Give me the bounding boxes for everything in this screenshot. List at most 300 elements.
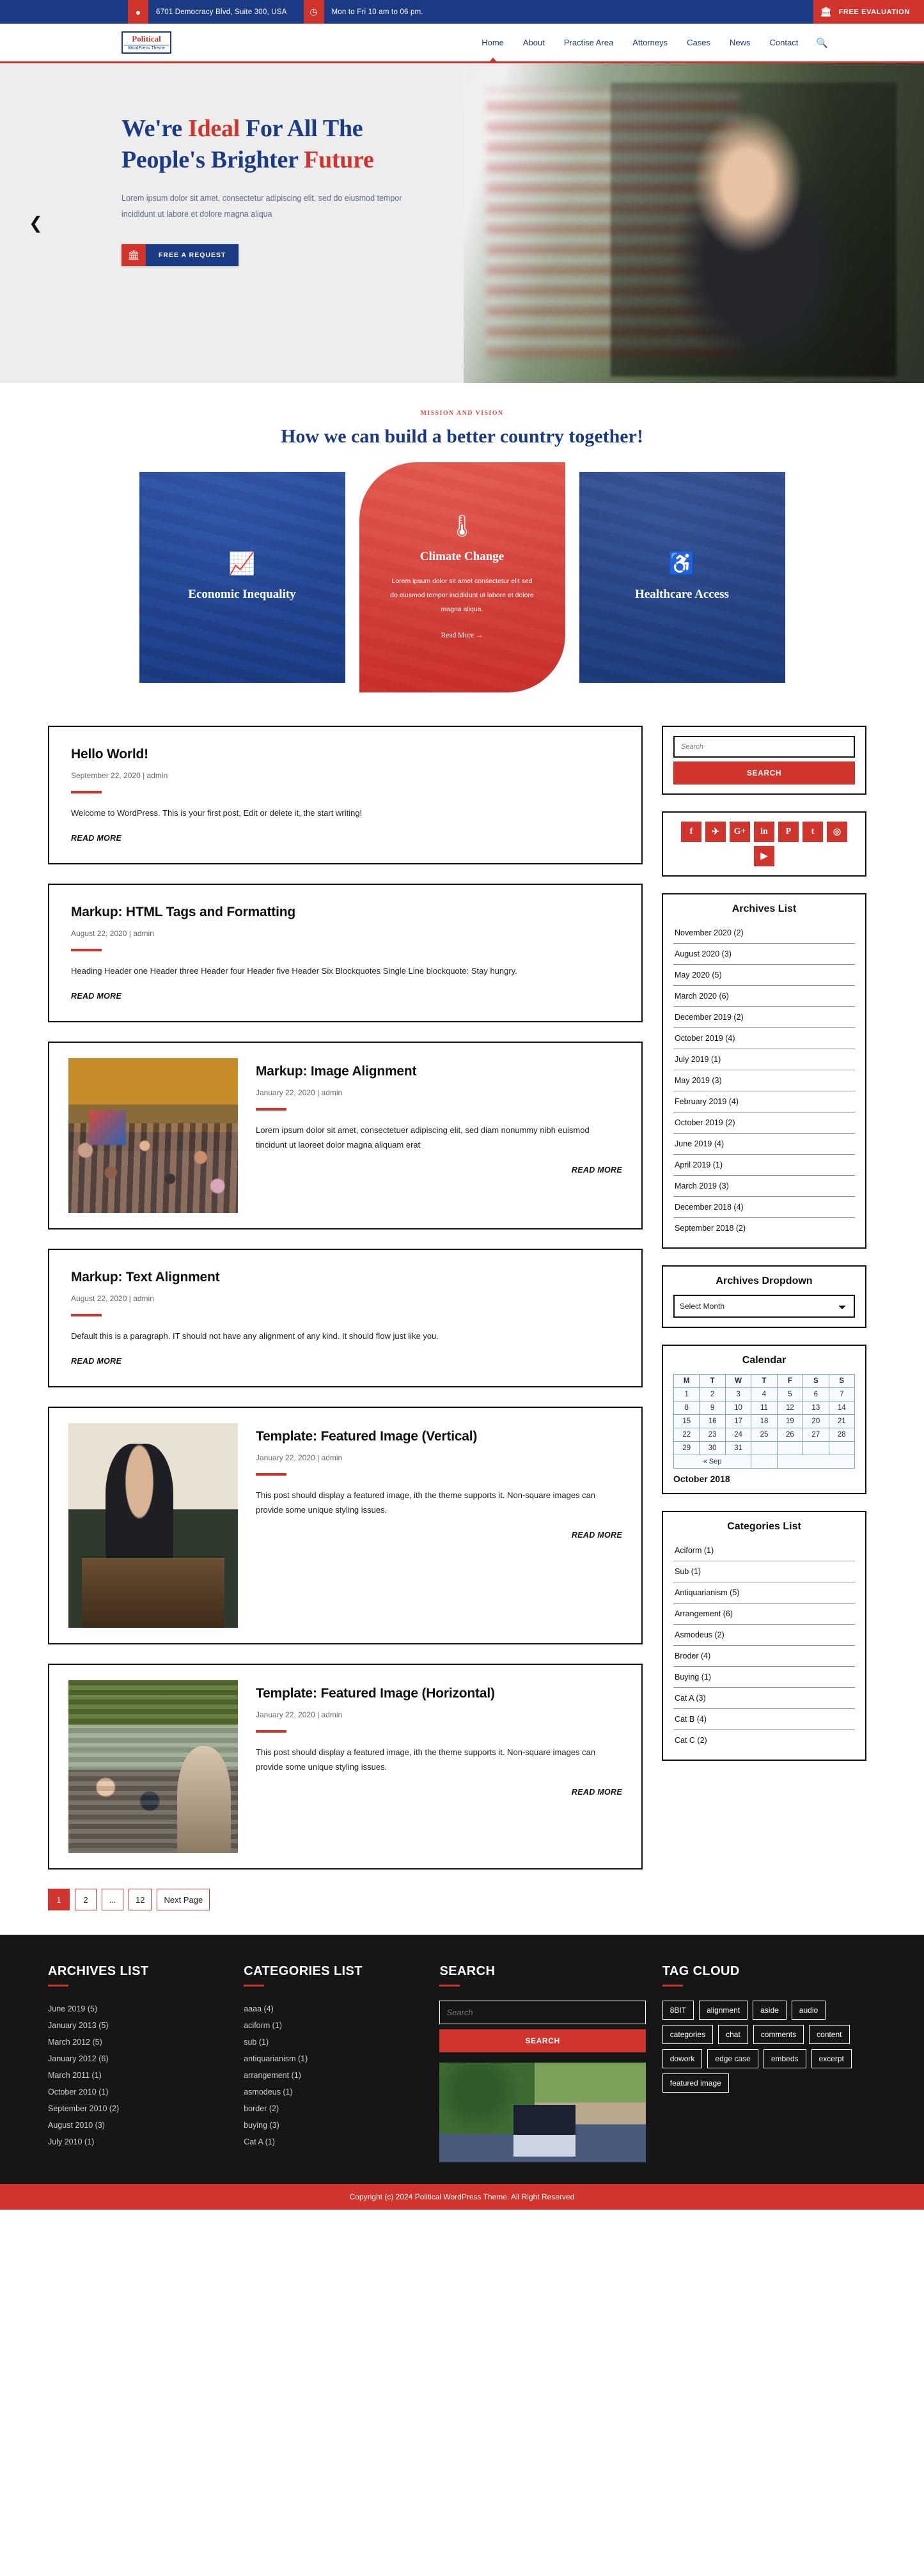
post-hello-world	[48, 726, 643, 864]
calendar-day[interactable]: 18	[751, 1415, 777, 1428]
list-item	[673, 1582, 855, 1604]
calendar-day[interactable]: 29	[674, 1442, 700, 1455]
post-body: Welcome to WordPress. This is your first post, Edit or delete it, the start writing!	[71, 808, 363, 818]
calendar-day-empty	[777, 1442, 803, 1455]
list-item	[673, 1646, 855, 1667]
mission-kicker: MISSION AND VISION	[420, 410, 504, 417]
widget-social-links	[662, 811, 866, 877]
calendar-weekday: S	[803, 1375, 829, 1388]
site-logo[interactable]	[121, 31, 171, 54]
social-icon-list	[673, 822, 855, 866]
card-title: Economic Inequality	[188, 588, 296, 601]
nav-item-home[interactable]: Home	[480, 34, 505, 51]
archive-link[interactable]: November 2020 (2)	[675, 928, 744, 937]
calendar-weekday-row	[674, 1375, 855, 1388]
category-link[interactable]: Cat A (3)	[675, 1694, 706, 1703]
calendar-day[interactable]: 27	[803, 1428, 829, 1442]
calendar-week-row	[674, 1415, 855, 1428]
thermometer-icon: 🌡	[448, 513, 476, 538]
calendar-day[interactable]: 31	[725, 1442, 751, 1455]
post-read-more-link[interactable]: READ MORE	[71, 1357, 122, 1366]
hero-title-part-1: We're	[121, 115, 189, 142]
list-item	[673, 1688, 855, 1709]
conference-audience-photo	[68, 1058, 238, 1213]
nav-item-about[interactable]: About	[522, 38, 545, 47]
footer-search-title: SEARCH	[439, 1964, 496, 1978]
nav-item-attorneys[interactable]: Attorneys	[632, 38, 668, 47]
sidebar	[662, 726, 866, 1777]
post-title[interactable]: Template: Featured Image (Horizontal)	[256, 1686, 495, 1701]
calendar-weekday: M	[674, 1375, 700, 1388]
pinterest-icon[interactable]: P	[778, 822, 799, 842]
calendar-day[interactable]: 17	[725, 1415, 751, 1428]
calendar-day[interactable]: 7	[829, 1388, 854, 1401]
category-link[interactable]: Arrangement (6)	[675, 1609, 733, 1618]
calendar-day[interactable]: 5	[777, 1388, 803, 1401]
footer-search-input[interactable]	[439, 2001, 645, 2024]
calendar-nav-empty	[777, 1455, 854, 1469]
calendar-day[interactable]: 20	[803, 1415, 829, 1428]
post-meta: January 22, 2020 | admin	[256, 1088, 343, 1098]
archive-link[interactable]: June 2019 (4)	[675, 1139, 724, 1148]
topbar-right	[813, 0, 924, 24]
google-plus-icon[interactable]: G+	[730, 822, 750, 842]
card-title: Healthcare Access	[635, 588, 729, 601]
list-item	[244, 2134, 423, 2150]
list-item	[244, 2067, 423, 2084]
list-item	[244, 2100, 423, 2117]
footer-archive-link[interactable]: January 2012 (6)	[48, 2054, 109, 2063]
calendar-day-empty	[829, 1442, 854, 1455]
post-meta: August 22, 2020 | admin	[71, 1294, 154, 1304]
wheelchair-icon: ♿	[668, 552, 696, 576]
footer-title-divider	[662, 1985, 683, 1987]
archive-link[interactable]: February 2019 (4)	[675, 1097, 739, 1106]
calendar-day[interactable]: 14	[829, 1401, 854, 1415]
widget-title: Calendar	[742, 1355, 787, 1366]
card-read-more-link[interactable]: Read More →	[441, 632, 483, 640]
calendar-day[interactable]: 15	[674, 1415, 700, 1428]
archive-link[interactable]: April 2019 (1)	[675, 1160, 723, 1169]
free-a-request-button[interactable]	[121, 244, 239, 266]
post-markup-text-alignment	[48, 1249, 643, 1387]
footer-category-link[interactable]: antiquarianism (1)	[244, 2054, 308, 2063]
post-meta: August 22, 2020 | admin	[71, 929, 154, 939]
list-item	[48, 2034, 227, 2050]
list-item	[673, 1709, 855, 1730]
footer-archive-link[interactable]: October 2010 (1)	[48, 2088, 109, 2096]
card-title: Climate Change	[419, 549, 505, 563]
footer-category-link[interactable]: arrangement (1)	[244, 2071, 301, 2080]
post-markup-html-tags	[48, 884, 643, 1022]
tag-link[interactable]: featured image	[662, 2073, 729, 2093]
post-text-column	[256, 1680, 622, 1797]
calendar-day[interactable]: 9	[700, 1401, 725, 1415]
calendar-week-row	[674, 1442, 855, 1455]
category-link[interactable]: Asmodeus (2)	[675, 1630, 724, 1639]
footer-category-link[interactable]: Cat A (1)	[244, 2137, 275, 2146]
category-link[interactable]: Cat B (4)	[675, 1715, 707, 1724]
post-title[interactable]: Markup: HTML Tags and Formatting	[71, 905, 295, 919]
footer-categories-column	[244, 1964, 439, 2162]
post-read-more-link[interactable]: READ MORE	[571, 1530, 622, 1540]
calendar-week-row	[674, 1401, 855, 1415]
calendar-week-row	[674, 1388, 855, 1401]
post-read-more-link[interactable]: READ MORE	[571, 1165, 622, 1175]
post-body: This post should display a featured image, ith the theme supports it. Non-square images can provide some unique styling issues.	[256, 1747, 596, 1772]
pagination-ellipsis: ...	[102, 1889, 123, 1910]
calendar-weekday: F	[777, 1375, 803, 1388]
footer-categories-title: CATEGORIES LIST	[244, 1964, 363, 1978]
calendar-day[interactable]: 25	[751, 1428, 777, 1442]
widget-categories-list	[662, 1511, 866, 1761]
archive-link[interactable]: August 2020 (3)	[675, 949, 732, 958]
archive-link[interactable]: May 2019 (3)	[675, 1076, 722, 1085]
category-link[interactable]: Antiquarianism (5)	[675, 1588, 740, 1597]
calendar-day[interactable]: 8	[674, 1401, 700, 1415]
list-item	[673, 944, 855, 965]
calendar-day[interactable]: 2	[700, 1388, 725, 1401]
calendar-day[interactable]: 22	[674, 1428, 700, 1442]
footer-category-link[interactable]: sub (1)	[244, 2038, 269, 2047]
hero-background-photo	[464, 63, 924, 383]
calendar-day[interactable]: 21	[829, 1415, 854, 1428]
twitter-icon[interactable]: ✈	[705, 822, 726, 842]
list-item	[673, 965, 855, 986]
ceremony-photo	[439, 2063, 645, 2162]
calendar-day[interactable]: 10	[725, 1401, 751, 1415]
post-title[interactable]: Template: Featured Image (Vertical)	[256, 1429, 478, 1444]
post-title[interactable]: Markup: Text Alignment	[71, 1270, 220, 1284]
post-meta: January 22, 2020 | admin	[256, 1453, 343, 1463]
footer-archive-link[interactable]: August 2010 (3)	[48, 2121, 105, 2130]
tag-link[interactable]: edge case	[707, 2049, 758, 2068]
list-item	[244, 2117, 423, 2134]
nav-item-cases[interactable]: Cases	[687, 38, 710, 47]
tag-link[interactable]: audio	[792, 2001, 826, 2020]
list-item	[673, 923, 855, 944]
footer-category-link[interactable]: aciform (1)	[244, 2021, 282, 2030]
post-meta: September 22, 2020 | admin	[71, 771, 168, 781]
archive-link[interactable]: December 2019 (2)	[675, 1013, 744, 1022]
post-title[interactable]: Hello World!	[71, 747, 148, 761]
footer-archives-column	[48, 1964, 244, 2162]
pagination-page-1[interactable]: 1	[48, 1889, 70, 1910]
post-featured-image-horizontal	[48, 1664, 643, 1870]
calendar-caption: October 2018	[673, 1474, 730, 1484]
list-item	[673, 986, 855, 1007]
chart-line-icon: 📈	[228, 552, 256, 576]
list-item	[48, 2067, 227, 2084]
archive-link[interactable]: October 2019 (2)	[675, 1118, 735, 1127]
list-item	[673, 1155, 855, 1176]
youtube-icon[interactable]: ▶	[754, 846, 774, 866]
list-item	[48, 2001, 227, 2017]
post-read-more-link[interactable]: READ MORE	[71, 992, 122, 1001]
archive-link[interactable]: May 2020 (5)	[675, 971, 722, 980]
footer-category-link[interactable]: border (2)	[244, 2104, 279, 2113]
list-item	[673, 1561, 855, 1582]
calendar-weekday: T	[751, 1375, 777, 1388]
footer-archive-link[interactable]: September 2010 (2)	[48, 2104, 120, 2113]
calendar-day[interactable]: 11	[751, 1401, 777, 1415]
post-read-more-link[interactable]: READ MORE	[71, 834, 122, 843]
list-item	[244, 2017, 423, 2034]
list-item	[673, 1028, 855, 1049]
copyright-bar: Copyright (c) 2024 Political WordPress Theme. All Right Reserved	[0, 2184, 924, 2210]
card-text: Lorem ipsum dolor sit amet consectetur elit sed do eiusmod tempor incididunt ut labore et dolore magna aliqua.	[390, 577, 534, 614]
pagination-page-2[interactable]: 2	[75, 1889, 97, 1910]
list-item	[244, 2050, 423, 2067]
mission-heading: How we can build a better country together!	[281, 426, 643, 447]
linkedin-icon[interactable]: in	[754, 822, 774, 842]
categories-list	[673, 1540, 855, 1751]
archives-list	[673, 923, 855, 1238]
tag-link[interactable]: alignment	[699, 2001, 748, 2020]
hero-content	[0, 63, 409, 266]
archive-link[interactable]: March 2020 (6)	[675, 992, 729, 1001]
widget-archives-dropdown	[662, 1265, 866, 1328]
list-item	[673, 1176, 855, 1197]
calendar-nav-row	[674, 1455, 855, 1469]
widget-title: Archives Dropdown	[716, 1276, 813, 1286]
tag-link[interactable]: excerpt	[811, 2049, 852, 2068]
bank-icon: 🏛	[121, 244, 146, 266]
post-body: Lorem ipsum dolor sit amet, consectetuer adipiscing elit, sed diam nonummy nibh euismod tincidunt ut laoreet dolor magna aliquam erat	[256, 1125, 590, 1150]
list-item	[673, 1091, 855, 1112]
search-input[interactable]	[673, 736, 855, 758]
calendar-day[interactable]: 6	[803, 1388, 829, 1401]
list-item	[48, 2134, 227, 2150]
list-item	[673, 1197, 855, 1218]
tag-link[interactable]: content	[809, 2025, 849, 2044]
post-thumbnail[interactable]	[68, 1423, 238, 1628]
hero-paragraph: Lorem ipsum dolor sit amet, consectetur adipiscing elit, sed do eiusmod tempor incididunt ut labore et dolore magna aliqua	[121, 194, 402, 219]
archive-link[interactable]: December 2018 (4)	[675, 1203, 744, 1212]
calendar-day-empty	[803, 1442, 829, 1455]
pagination-page-12[interactable]: 12	[129, 1889, 152, 1910]
tag-link[interactable]: dowork	[662, 2049, 703, 2068]
footer-search-button[interactable]: SEARCH	[439, 2029, 645, 2052]
list-item	[673, 1007, 855, 1028]
list-item	[48, 2100, 227, 2117]
footer-archive-link[interactable]: June 2019 (5)	[48, 2004, 98, 2013]
post-featured-image-vertical	[48, 1407, 643, 1644]
calendar-day[interactable]: 28	[829, 1428, 854, 1442]
list-item	[673, 1540, 855, 1561]
nav-item-contact[interactable]: Contact	[769, 38, 799, 47]
archive-link[interactable]: July 2019 (1)	[675, 1055, 721, 1064]
mission-card-healthcare-access[interactable]	[579, 472, 785, 683]
search-icon[interactable]: 🔍	[816, 37, 828, 49]
free-a-request-label: FREE A REQUEST	[146, 244, 239, 266]
calendar-day[interactable]: 23	[700, 1428, 725, 1442]
card-texture	[139, 472, 345, 683]
footer-search-column	[439, 1964, 662, 2162]
post-divider	[256, 1730, 286, 1733]
post-body: This post should display a featured image, ith the theme supports it. Non-square images can provide some unique styling issues.	[256, 1490, 596, 1515]
group-photo	[68, 1680, 238, 1853]
archive-link[interactable]: October 2019 (4)	[675, 1034, 735, 1043]
list-item	[48, 2117, 227, 2134]
widget-calendar	[662, 1345, 866, 1494]
list-item	[673, 1112, 855, 1134]
list-item	[48, 2050, 227, 2067]
logo-line-1: Political	[132, 34, 161, 43]
tag-link[interactable]: 8BIT	[662, 2001, 694, 2020]
post-body: Heading Header one Header three Header four Header five Header Six Blockquotes Single Line blockquote: Stay hungry.	[71, 966, 517, 976]
site-footer	[0, 1935, 924, 2184]
topbar-address-text: 6701 Democracy Blvd, Suite 300, USA	[156, 8, 287, 16]
calendar-prev-month-link[interactable]: « Sep	[674, 1455, 751, 1469]
archive-link[interactable]: March 2019 (3)	[675, 1182, 729, 1190]
free-evaluation-label: FREE EVALUATION	[838, 8, 910, 16]
footer-categories-list	[244, 2001, 423, 2150]
main-navbar	[0, 24, 924, 63]
footer-archive-link[interactable]: January 2013 (5)	[48, 2021, 109, 2030]
calendar-weekday: S	[829, 1375, 854, 1388]
hero-slider	[0, 63, 924, 383]
calendar-day[interactable]: 30	[700, 1442, 725, 1455]
calendar-day[interactable]: 4	[751, 1388, 777, 1401]
archives-dropdown-select[interactable]	[673, 1295, 855, 1318]
calendar-day-empty	[751, 1442, 777, 1455]
list-item	[673, 1134, 855, 1155]
free-evaluation-button[interactable]	[813, 0, 924, 24]
footer-category-link[interactable]: asmodeus (1)	[244, 2088, 293, 2096]
category-link[interactable]: Sub (1)	[675, 1567, 701, 1576]
category-link[interactable]: Aciform (1)	[675, 1546, 714, 1555]
category-link[interactable]: Broder (4)	[675, 1651, 711, 1660]
card-texture	[579, 472, 785, 683]
clock-icon: ◷	[304, 0, 324, 24]
calendar-day[interactable]: 19	[777, 1415, 803, 1428]
list-item	[244, 2001, 423, 2017]
post-read-more-link[interactable]: READ MORE	[571, 1787, 622, 1797]
topbar-hours	[304, 0, 440, 24]
list-item	[673, 1730, 855, 1751]
top-bar	[0, 0, 924, 24]
tag-link[interactable]: embeds	[763, 2049, 806, 2068]
calendar-day[interactable]: 26	[777, 1428, 803, 1442]
bank-icon: 🏛	[820, 6, 832, 17]
calendar-day[interactable]: 3	[725, 1388, 751, 1401]
calendar-table	[673, 1374, 855, 1469]
primary-menu	[480, 34, 828, 51]
list-item	[673, 1049, 855, 1070]
tumblr-icon[interactable]: t	[803, 822, 823, 842]
list-item	[673, 1604, 855, 1625]
calendar-day[interactable]: 24	[725, 1428, 751, 1442]
hero-title-part-3: People's Brighter	[121, 146, 304, 173]
post-thumbnail[interactable]	[68, 1680, 238, 1853]
footer-title-divider	[48, 1985, 68, 1987]
post-divider	[256, 1473, 286, 1476]
hero-title-part-2: For All The	[239, 115, 363, 142]
post-title[interactable]: Markup: Image Alignment	[256, 1064, 417, 1079]
post-thumbnail[interactable]	[68, 1058, 238, 1213]
topbar-address	[128, 0, 304, 24]
tag-link[interactable]: comments	[753, 2025, 804, 2044]
widget-title: Categories List	[727, 1521, 801, 1532]
speaker-at-podium-photo	[68, 1423, 238, 1628]
widget-search	[662, 726, 866, 795]
footer-title-divider	[439, 1985, 460, 1987]
tag-link[interactable]: categories	[662, 2025, 713, 2044]
post-divider	[71, 949, 102, 951]
location-pin-icon: ●	[128, 0, 148, 24]
category-link[interactable]: Cat C (2)	[675, 1736, 707, 1745]
instagram-icon[interactable]: ◎	[827, 822, 847, 842]
hero-prev-arrow[interactable]: ❮	[29, 213, 43, 233]
calendar-weekday: W	[725, 1375, 751, 1388]
post-divider	[256, 1108, 286, 1111]
widget-archives-list	[662, 893, 866, 1249]
footer-archive-link[interactable]: July 2010 (1)	[48, 2137, 95, 2146]
pagination	[48, 1889, 643, 1910]
footer-category-link[interactable]: buying (3)	[244, 2121, 279, 2130]
calendar-weekday: T	[700, 1375, 725, 1388]
list-item	[673, 1625, 855, 1646]
nav-item-news[interactable]: News	[729, 38, 751, 47]
tag-link[interactable]: chat	[718, 2025, 748, 2044]
list-item	[673, 1667, 855, 1688]
list-item	[48, 2084, 227, 2100]
archive-link[interactable]: September 2018 (2)	[675, 1224, 746, 1233]
footer-archives-list	[48, 2001, 227, 2150]
calendar-week-row	[674, 1428, 855, 1442]
mission-cards	[0, 472, 924, 719]
calendar-day[interactable]: 12	[777, 1401, 803, 1415]
list-item	[673, 1218, 855, 1238]
mission-section	[0, 383, 924, 719]
pagination-next-page[interactable]: Next Page	[157, 1889, 210, 1910]
post-list	[48, 726, 643, 1935]
post-text-column	[256, 1058, 622, 1175]
mission-card-economic-inequality[interactable]	[139, 472, 345, 683]
post-body: Default this is a paragraph. IT should not have any alignment of any kind. It should flow just like you.	[71, 1331, 439, 1341]
tag-link[interactable]: aside	[753, 2001, 787, 2020]
calendar-day[interactable]: 1	[674, 1388, 700, 1401]
post-divider	[71, 1314, 102, 1316]
search-button[interactable]: SEARCH	[673, 761, 855, 785]
post-text-column	[256, 1423, 622, 1540]
footer-title-divider	[244, 1985, 264, 1987]
nav-item-practise-area[interactable]: Practise Area	[563, 38, 614, 47]
calendar-day[interactable]: 13	[803, 1401, 829, 1415]
topbar-spacer	[0, 0, 128, 24]
category-link[interactable]: Buying (1)	[675, 1673, 711, 1682]
calendar-nav-empty	[751, 1455, 777, 1469]
hero-title-highlight-2: Future	[304, 146, 374, 173]
widget-title: Archives List	[732, 903, 797, 914]
footer-archive-link[interactable]: March 2011 (1)	[48, 2071, 102, 2080]
footer-archives-title: ARCHIVES LIST	[48, 1964, 149, 1978]
calendar-day[interactable]: 16	[700, 1415, 725, 1428]
list-item	[48, 2017, 227, 2034]
facebook-icon[interactable]: f	[681, 822, 701, 842]
footer-category-link[interactable]: aaaa (4)	[244, 2004, 274, 2013]
footer-tagcloud-title: TAG CLOUD	[662, 1964, 740, 1978]
footer-archive-link[interactable]: March 2012 (5)	[48, 2038, 102, 2047]
content-area	[0, 719, 924, 1935]
post-meta: January 22, 2020 | admin	[256, 1710, 343, 1720]
post-markup-image-alignment	[48, 1042, 643, 1229]
footer-tagcloud-column	[662, 1964, 876, 2162]
list-item	[673, 1070, 855, 1091]
list-item	[244, 2034, 423, 2050]
mission-card-climate-change[interactable]	[359, 462, 565, 692]
